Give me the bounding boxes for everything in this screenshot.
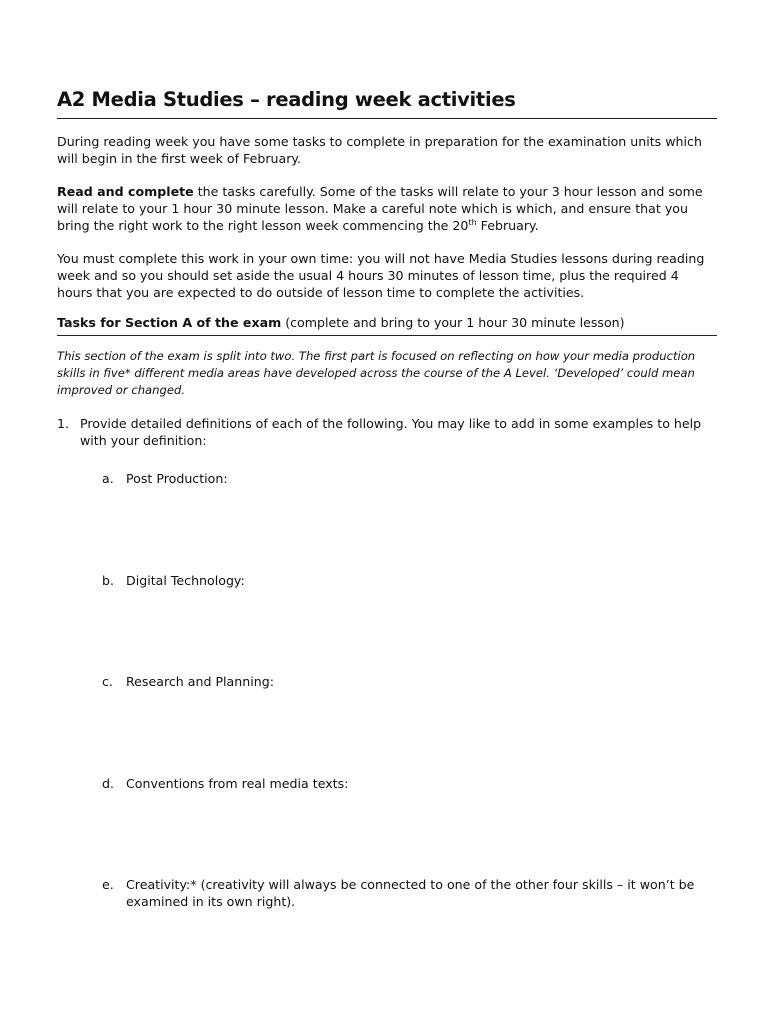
- subitem-label: Research and Planning:: [126, 674, 274, 689]
- subitem-label: Conventions from real media texts:: [126, 776, 349, 791]
- question-1-number: 1.: [57, 416, 70, 431]
- instructions-bold-lead: Read and complete: [57, 184, 194, 199]
- document-title: A2 Media Studies – reading week activities: [57, 86, 717, 119]
- subitem-conventions: [102, 775, 717, 792]
- subitem-research-and-planning: [102, 673, 717, 690]
- question-1-text: Provide detailed definitions of each of the following. You may like to add in some examples to help with your definition:: [80, 416, 702, 448]
- question-1: [57, 415, 717, 449]
- subitem-letter: a.: [102, 471, 114, 486]
- subitem-creativity: [102, 876, 717, 910]
- instructions-text: the tasks carefully. Some of the tasks will relate to your 3 hour lesson and some will relate to your 1 hour 30 minute lesson. Make a careful note which is which, and ensure that you bring the right work to the right lesson week commencing the 20: [57, 184, 703, 233]
- intro-paragraph: During reading week you have some tasks to complete in preparation for the examination units which will begin in the first week of February.: [57, 134, 702, 166]
- instructions-paragraph: [57, 183, 717, 234]
- subitem-letter: d.: [102, 776, 114, 791]
- subitem-label: Creativity:* (creativity will always be connected to one of the other four skills – it won’t be examined in its own right).: [126, 877, 695, 909]
- section-a-heading-bold: Tasks for Section A of the exam: [57, 315, 282, 330]
- subitem-letter: b.: [102, 573, 114, 588]
- section-a-intro: This section of the exam is split into two. The first part is focused on reflecting on how your media production skills in five* different media areas have developed across the course of the A Level. ‘Developed’ could mean improved or changed.: [57, 349, 696, 397]
- section-a-heading-text: (complete and bring to your 1 hour 30 minute lesson): [281, 315, 625, 330]
- document-page: [57, 86, 717, 909]
- subitem-letter: c.: [102, 674, 113, 689]
- ordinal-superscript: th: [468, 217, 477, 227]
- instructions-text-end: February.: [476, 218, 539, 233]
- subitem-label: Post Production:: [126, 471, 228, 486]
- subitem-digital-technology: [102, 572, 717, 589]
- subitem-post-production: [102, 470, 717, 487]
- own-time-paragraph: You must complete this work in your own time: you will not have Media Studies lessons during reading week and so you should set aside the usual 4 hours 30 minutes of lesson time, plus the required 4 hours that you are expected to do outside of lesson time to complete the activities.: [57, 251, 705, 300]
- subitem-letter: e.: [102, 877, 114, 892]
- section-a-heading: [57, 314, 717, 336]
- subitem-label: Digital Technology:: [126, 573, 245, 588]
